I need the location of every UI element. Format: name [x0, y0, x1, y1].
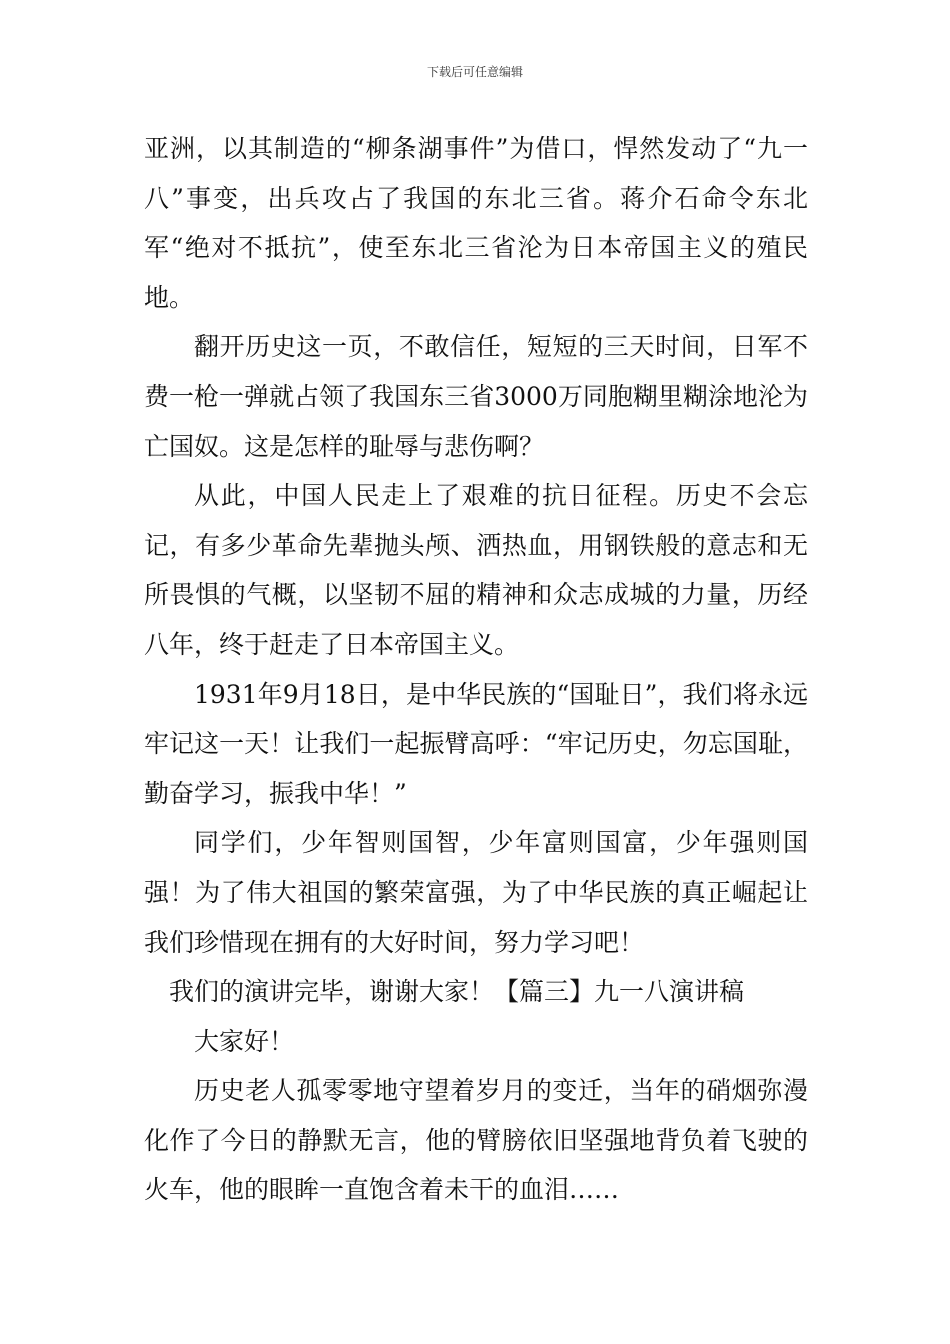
paragraph-5: 同学们，少年智则国智，少年富则国富，少年强则国强！为了伟大祖国的繁荣富强，为了中华民族的真正崛起让我们珍惜现在拥有的大好时间，努力学习吧！ [144, 828, 808, 957]
paragraph-4: 1931年9月18日，是中华民族的“国耻日”，我们将永远牢记这一天！让我们一起振臂高呼：“牢记历史，勿忘国耻，勤奋学习，振我中华！” [144, 679, 808, 808]
paragraph-2: 翻开历史这一页，不敢信任，短短的三天时间，日军不费一枪一弹就占领了我国东三省3000万同胞糊里糊涂地沦为亡国奴。这是怎样的耻辱与悲伤啊？ [144, 332, 808, 461]
paragraph-8: 历史老人孤零零地守望着岁月的变迁，当年的硝烟弥漫化作了今日的静默无言，他的臂膀依旧坚强地背负着飞驶的火车，他的眼眸一直饱含着未干的血泪…… [144, 1076, 808, 1205]
paragraph-7: 大家好！ [194, 1026, 295, 1056]
document-body [144, 124, 808, 1215]
paragraph-1: 亚洲，以其制造的“柳条湖事件”为借口，悍然发动了“九一八”事变，出兵攻占了我国的东北三省。蒋介石命令东北军“绝对不抵抗”，使至东北三省沦为日本帝国主义的殖民地。 [144, 134, 808, 312]
paragraph-6: 我们的演讲完毕，谢谢大家！【篇三】九一八演讲稿 [169, 977, 745, 1007]
paragraph-3: 从此，中国人民走上了艰难的抗日征程。历史不会忘记，有多少革命先辈抛头颅、洒热血，用钢铁般的意志和无所畏惧的气概，以坚韧不屈的精神和众志成城的力量，历经八年，终于赶走了日本帝国主义。 [144, 481, 808, 659]
page-header: 下载后可任意编辑 [426, 65, 523, 79]
